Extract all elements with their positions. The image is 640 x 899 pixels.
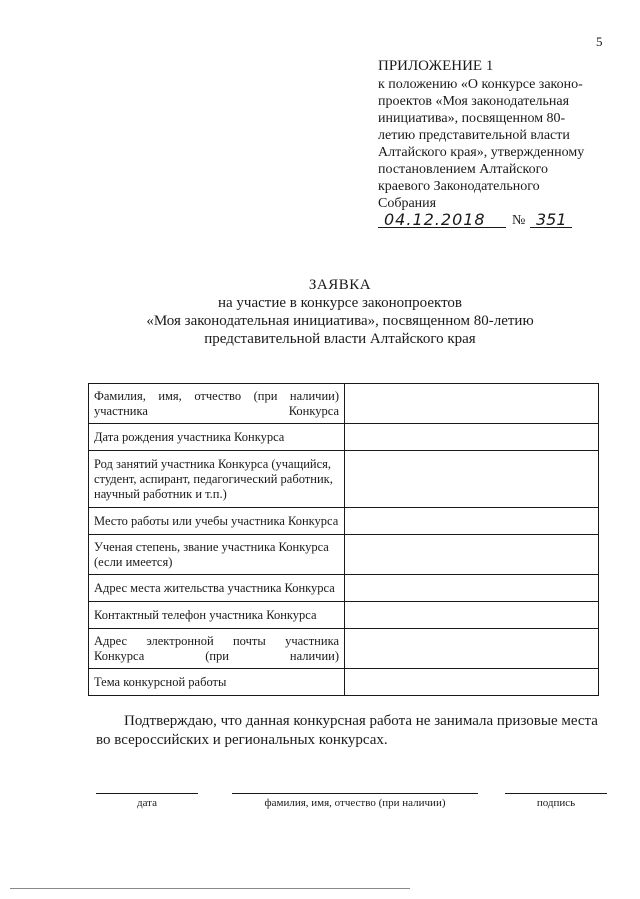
- row-label: Адрес электронной почты участника Конкурса (при наличии): [89, 629, 345, 669]
- degree-field[interactable]: [345, 535, 599, 575]
- form-row-full-name: [89, 384, 599, 424]
- heading-line: представительной власти Алтайского края: [204, 331, 476, 347]
- appendix-line: Собрания: [378, 196, 437, 211]
- row-label: Контактный телефон участника Конкурса: [89, 602, 345, 629]
- occupation-field[interactable]: [345, 451, 599, 508]
- heading-line: «Моя законодательная инициатива», посвященном 80-летию: [146, 313, 534, 329]
- row-label: Место работы или учебы участника Конкурса: [89, 508, 345, 535]
- signature-line[interactable]: [505, 793, 607, 794]
- birth-date-field[interactable]: [345, 424, 599, 451]
- row-label: Род занятий участника Конкурса (учащийся, студент, аспирант, педагогический работник, научный работник и т.п.): [89, 451, 345, 508]
- form-row-address: [89, 575, 599, 602]
- document-title: ЗАЯВКА: [308, 277, 372, 293]
- page-number: 5: [596, 34, 603, 49]
- date-label: дата: [136, 797, 158, 809]
- email-field[interactable]: [345, 629, 599, 669]
- date-signature-line[interactable]: [96, 793, 198, 794]
- appendix-title: ПРИЛОЖЕНИЕ 1: [378, 58, 494, 74]
- row-label: Ученая степень, звание участника Конкурса (если имеется): [89, 535, 345, 575]
- form-row-topic: [89, 669, 599, 696]
- row-label: Адрес места жительства участника Конкурса: [89, 575, 345, 602]
- row-label: Фамилия, имя, отчество (при наличии) участника Конкурса: [89, 384, 345, 424]
- appendix-line: проектов «Моя законодательная: [378, 94, 570, 109]
- number-sign: №: [512, 213, 526, 228]
- decree-number: 351: [536, 210, 567, 229]
- form-row-degree: [89, 535, 599, 575]
- appendix-line: инициатива», посвященном 80-: [378, 111, 566, 126]
- decree-reference: [378, 210, 578, 232]
- name-label: фамилия, имя, отчество (при наличии): [264, 797, 446, 809]
- topic-field[interactable]: [345, 669, 599, 696]
- appendix-block: [378, 58, 608, 212]
- address-field[interactable]: [345, 575, 599, 602]
- form-row-email: [89, 629, 599, 669]
- footer-divider: [10, 888, 410, 889]
- heading-line: на участие в конкурсе законопроектов: [217, 295, 463, 311]
- appendix-line: постановлением Алтайского: [378, 162, 549, 177]
- appendix-line: летию представительной власти: [378, 128, 570, 143]
- confirmation-statement: Подтверждаю, что данная конкурсная работа не занимала призовые места во всероссийских и региональных конкурсах.: [96, 713, 598, 748]
- phone-field[interactable]: [345, 602, 599, 629]
- appendix-line: Алтайского края», утвержденному: [378, 145, 585, 160]
- row-label: Дата рождения участника Конкурса: [89, 424, 345, 451]
- form-row-workplace: [89, 508, 599, 535]
- form-row-occupation: [89, 451, 599, 508]
- workplace-field[interactable]: [345, 508, 599, 535]
- application-heading: [90, 276, 590, 348]
- full-name-field[interactable]: [345, 384, 599, 424]
- appendix-line: к положению «О конкурсе законо-: [378, 77, 583, 92]
- decree-date: 04.12.2018: [384, 210, 486, 229]
- row-label: Тема конкурсной работы: [89, 669, 345, 696]
- name-signature-line[interactable]: [232, 793, 478, 794]
- appendix-line: краевого Законодательного: [378, 179, 540, 194]
- application-form-table: [88, 383, 599, 696]
- signature-label: подпись: [536, 797, 576, 809]
- form-row-phone: [89, 602, 599, 629]
- form-row-birth-date: [89, 424, 599, 451]
